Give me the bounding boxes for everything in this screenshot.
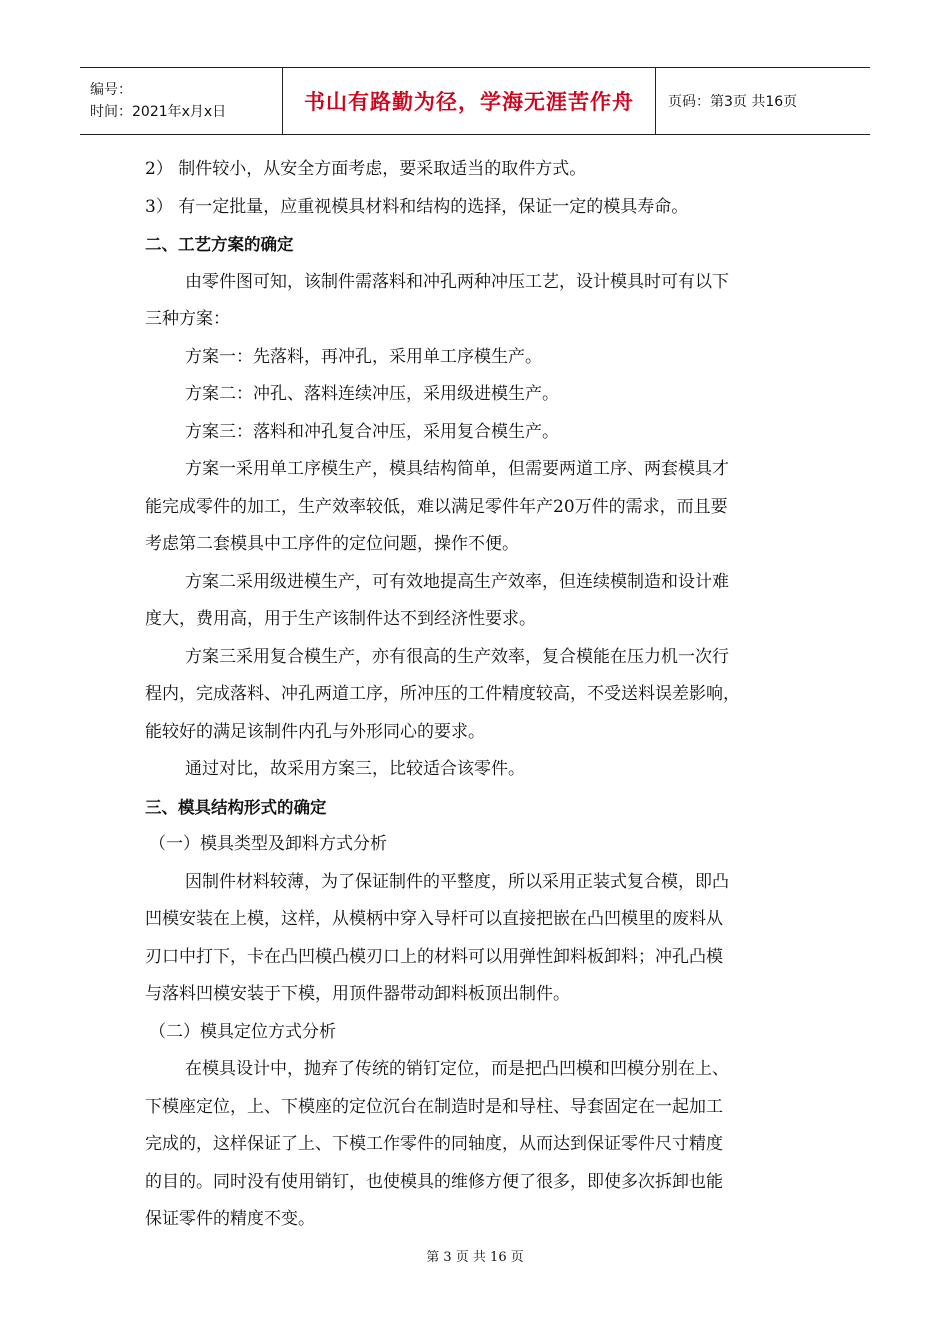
text-line: 方案三：落料和冲孔复合冲压，采用复合模生产。 [185,421,559,442]
text-line: 刃口中打下，卡在凸凹模凸模刃口上的材料可以用弹性卸料板卸料；冲孔凸模 [145,946,723,967]
text-line: 方案一采用单工序模生产，模具结构简单，但需要两道工序、两套模具才 [185,459,729,479]
date-label: 时间：2021年x月x日 [90,104,227,120]
header-motto-cell [282,68,656,134]
text-line: 能较好的满足该制件内孔与外形同心的要求。 [145,721,485,742]
text-line: 下模座定位，上、下模座的定位沉台在制造时是和导柱、导套固定在一起加工 [145,1096,723,1117]
text-line: 与落料凹模安装于下模，用顶件器带动卸料板顶出制件。 [145,984,570,1004]
text-line: 考虑第二套模具中工序件的定位问题，操作不便。 [145,534,519,554]
text-line: 通过对比，故采用方案三，比较适合该零件。 [185,759,525,779]
section-heading: 三、模具结构形式的确定 [145,797,327,817]
text-line: 三种方案： [145,309,230,329]
text-line: 度大，费用高，用于生产该制件达不到经济性要求。 [145,609,536,629]
document-body [145,151,810,1239]
text-line: 因制件材料较薄，为了保证制件的平整度，所以采用正装式复合模，即凸 [185,871,729,892]
text-line: （一）模具类型及卸料方式分析 [149,834,387,854]
serial-label: 编号： [90,82,132,98]
motto-text: 书山有路勤为径，学海无涯苦作舟 [304,90,634,114]
text-line: 方案一：先落料，再冲孔，采用单工序模生产。 [185,346,542,367]
text-line: 方案三采用复合模生产，亦有很高的生产效率，复合模能在压力机一次行 [185,646,729,667]
text-line: 由零件图可知，该制件需落料和冲孔两种冲压工艺，设计模具时可有以下 [185,271,729,292]
header-page-info-cell [656,68,870,134]
text-line: 在模具设计中，抛弃了传统的销钉定位，而是把凸凹模和凹模分别在上、 [185,1059,729,1079]
page-header [80,67,870,135]
text-line: 凹模安装在上模，这样，从模柄中穿入导杆可以直接把嵌在凸凹模里的废料从 [145,909,723,929]
text-line: 2） 制件较小，从安全方面考虑，要采取适当的取件方式。 [145,159,587,179]
text-line: 3） 有一定批量，应重视模具材料和结构的选择，保证一定的模具寿命。 [145,196,689,217]
text-line: （二）模具定位方式分析 [149,1021,336,1042]
text-line: 完成的，这样保证了上、下模工作零件的同轴度，从而达到保证零件尺寸精度 [145,1134,723,1154]
text-line: 程内，完成落料、冲孔两道工序，所冲压的工件精度较高，不受送料误差影响， [145,684,740,704]
text-line: 的目的。同时没有使用销钉，也使模具的维修方便了很多，即使多次拆卸也能 [145,1171,723,1192]
section-heading: 二、工艺方案的确定 [145,235,294,254]
text-line: 方案二：冲孔、落料连续冲压，采用级进模生产。 [185,384,559,404]
text-line: 保证零件的精度不变。 [145,1209,315,1229]
page-info: 页码：第3页 共16页 [668,94,798,110]
text-line: 能完成零件的加工，生产效率较低，难以满足零件年产20万件的需求，而且要 [145,496,728,517]
page-footer: 第 3 页 共 16 页 [426,1250,524,1265]
header-meta [80,68,282,134]
text-line: 方案二采用级进模生产，可有效地提高生产效率，但连续模制造和设计难 [185,571,729,592]
